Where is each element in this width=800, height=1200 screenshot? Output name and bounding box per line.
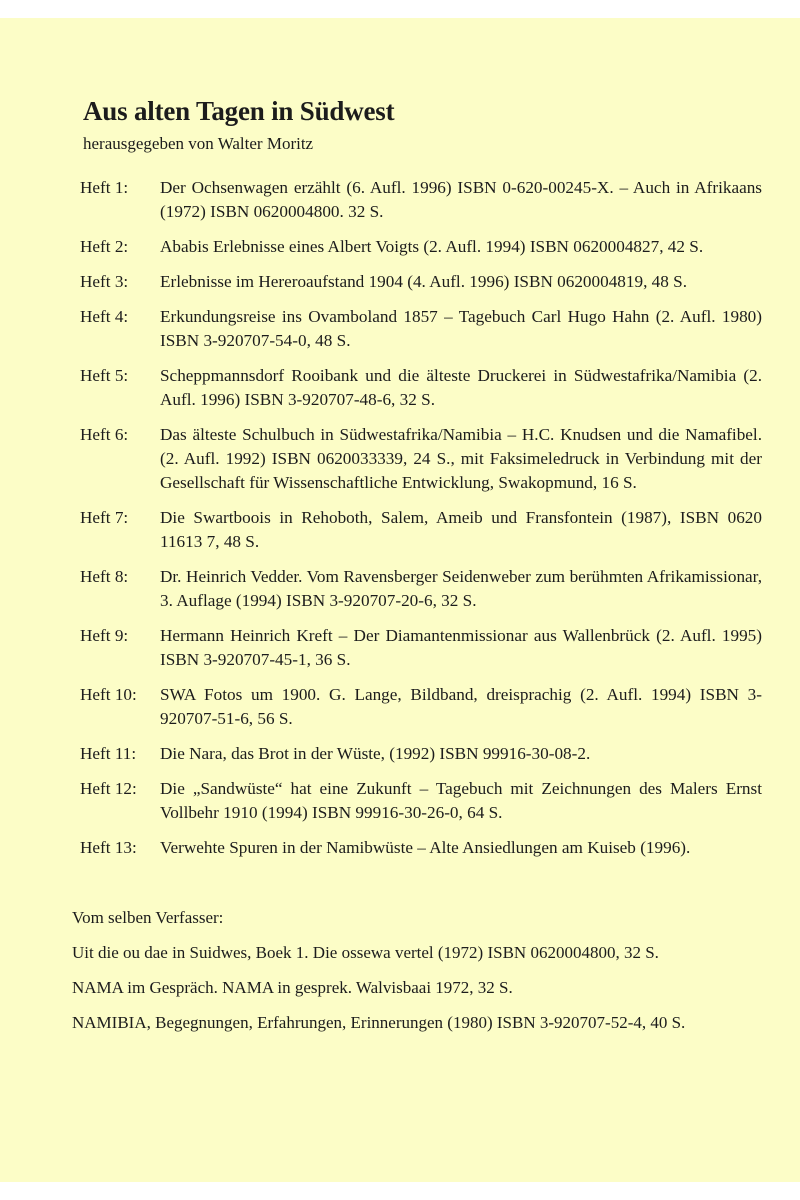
heft-item bbox=[72, 836, 762, 860]
book-page bbox=[0, 18, 800, 1182]
same-author-heading: Vom selben Verfasser: bbox=[72, 908, 224, 927]
heft-item bbox=[72, 777, 762, 825]
heft-label: Heft 7: bbox=[80, 508, 129, 527]
heft-item bbox=[72, 624, 762, 672]
heft-label: Heft 1: bbox=[80, 178, 129, 197]
heft-text: Hermann Heinrich Kreft – Der Diamantenmissionar aus Wallenbrück (2. Aufl. 1995) ISBN 3-920707-45-1, 36 S. bbox=[160, 626, 762, 669]
heft-label: Heft 12: bbox=[80, 779, 137, 798]
same-author-work: NAMA im Gespräch. NAMA in gesprek. Walvisbaai 1972, 32 S. bbox=[72, 978, 513, 997]
heft-text: Der Ochsenwagen erzählt (6. Aufl. 1996) ISBN 0-620-00245-X. – Auch in Afrikaans (1972) ISBN 0620004800. 32 S. bbox=[160, 178, 762, 221]
heft-label: Heft 13: bbox=[80, 838, 137, 857]
same-author-section bbox=[72, 906, 772, 1046]
heft-label: Heft 9: bbox=[80, 626, 129, 645]
heft-list bbox=[72, 176, 762, 860]
heft-item bbox=[72, 683, 762, 731]
heft-item bbox=[72, 305, 762, 353]
heft-label: Heft 2: bbox=[80, 237, 129, 256]
heft-item bbox=[72, 565, 762, 613]
heft-text: Scheppmannsdorf Rooibank und die älteste Druckerei in Südwestafrika/Namibia (2. Aufl. 1996) ISBN 3-920707-48-6, 32 S. bbox=[160, 366, 762, 409]
heft-text: Erkundungsreise ins Ovamboland 1857 – Tagebuch Carl Hugo Hahn (2. Aufl. 1980) ISBN 3-920707-54-0, 48 S. bbox=[160, 307, 762, 350]
heft-text: Die Swartboois in Rehoboth, Salem, Ameib und Fransfontein (1987), ISBN 0620 11613 7, 48 S. bbox=[160, 508, 762, 551]
heft-item bbox=[72, 423, 762, 495]
heft-item bbox=[72, 742, 762, 766]
heft-text: Ababis Erlebnisse eines Albert Voigts (2. Aufl. 1994) ISBN 0620004827, 42 S. bbox=[160, 237, 704, 256]
page-subtitle: herausgegeben von Walter Moritz bbox=[83, 134, 314, 153]
heft-text: Verwehte Spuren in der Namibwüste – Alte Ansiedlungen am Kuiseb (1996). bbox=[160, 838, 691, 857]
heft-item bbox=[72, 270, 762, 294]
heft-text: Die „Sandwüste“ hat eine Zukunft – Tagebuch mit Zeichnungen des Malers Ernst Vollbehr 1910 (1994) ISBN 99916-30-26-0, 64 S. bbox=[160, 779, 762, 822]
heft-text: Das älteste Schulbuch in Südwestafrika/Namibia – H.C. Knudsen und die Namafibel. (2. Aufl. 1992) ISBN 0620033339, 24 S., mit Faksimeledruck in Verbindung mit der Gesellschaft für Wissenschaftliche Entwicklung, Swakopmund, 16 S. bbox=[160, 425, 762, 492]
page-title: Aus alten Tagen in Südwest bbox=[83, 96, 395, 126]
same-author-work: NAMIBIA, Begegnungen, Erfahrungen, Erinnerungen (1980) ISBN 3-920707-52-4, 40 S. bbox=[72, 1013, 686, 1032]
heft-item bbox=[72, 235, 762, 259]
heft-item bbox=[72, 176, 762, 224]
heft-text: Die Nara, das Brot in der Wüste, (1992) ISBN 99916-30-08-2. bbox=[160, 744, 591, 763]
heft-item bbox=[72, 506, 762, 554]
heft-label: Heft 5: bbox=[80, 366, 129, 385]
heft-text: SWA Fotos um 1900. G. Lange, Bildband, dreisprachig (2. Aufl. 1994) ISBN 3-920707-51-6, 56 S. bbox=[160, 685, 762, 728]
heft-label: Heft 6: bbox=[80, 425, 129, 444]
heft-label: Heft 8: bbox=[80, 567, 129, 586]
heft-text: Dr. Heinrich Vedder. Vom Ravensberger Seidenweber zum berühmten Afrikamissionar, 3. Auflage (1994) ISBN 3-920707-20-6, 32 S. bbox=[160, 567, 762, 610]
heft-item bbox=[72, 364, 762, 412]
heft-label: Heft 11: bbox=[80, 744, 137, 763]
same-author-work: Uit die ou dae in Suidwes, Boek 1. Die ossewa vertel (1972) ISBN 0620004800, 32 S. bbox=[72, 943, 659, 962]
heft-text: Erlebnisse im Hereroaufstand 1904 (4. Aufl. 1996) ISBN 0620004819, 48 S. bbox=[160, 272, 688, 291]
heft-label: Heft 10: bbox=[80, 685, 137, 704]
heft-label: Heft 4: bbox=[80, 307, 129, 326]
heft-label: Heft 3: bbox=[80, 272, 129, 291]
